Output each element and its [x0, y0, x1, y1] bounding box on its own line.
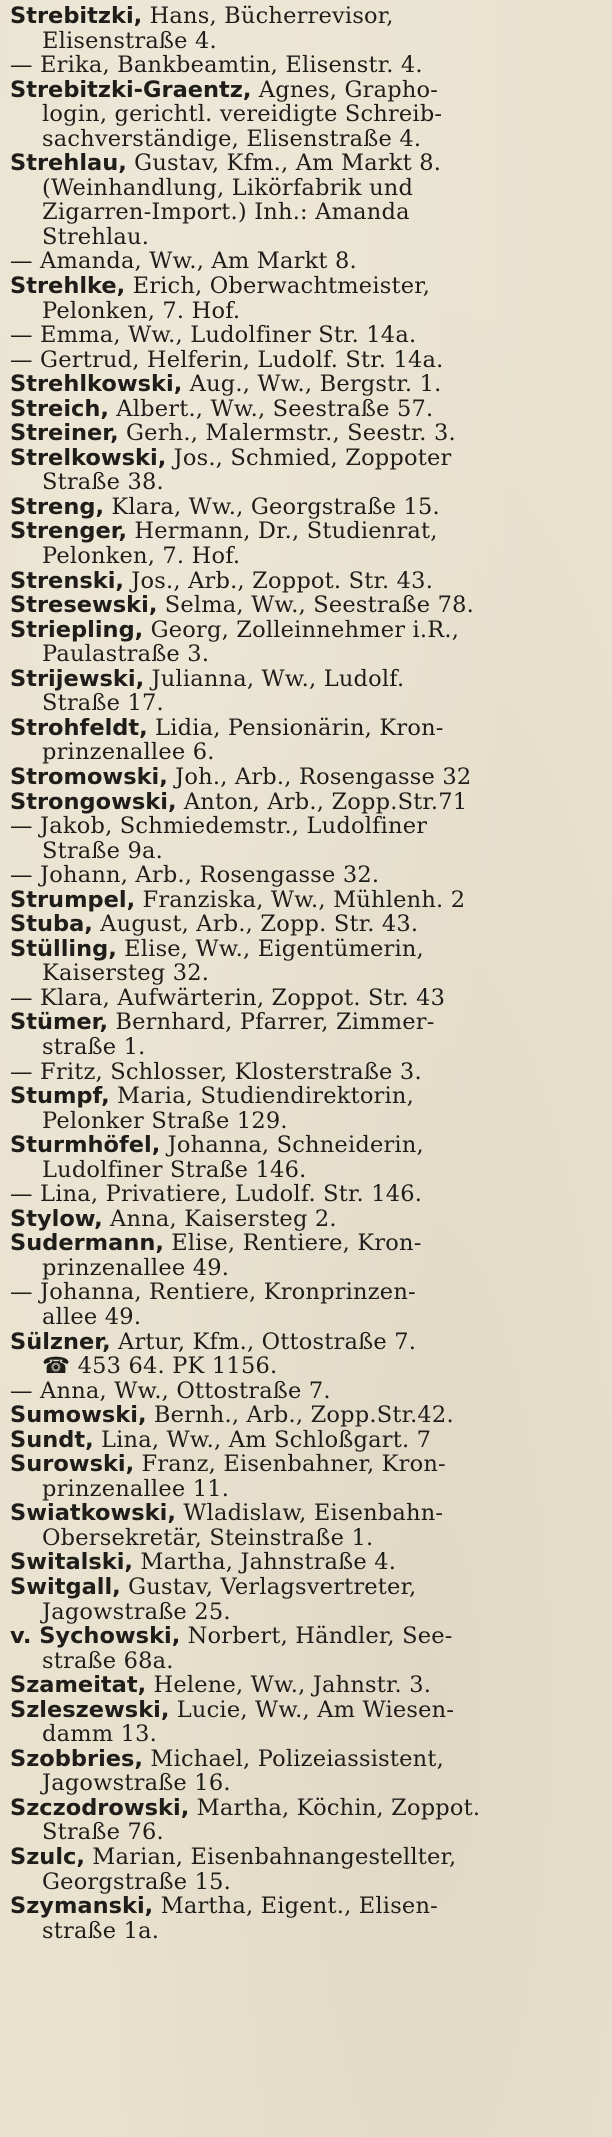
entry-surname: Strebitzki, — [10, 4, 143, 29]
entry-surname: Strelkowski, — [10, 445, 167, 471]
entry-surname: Switgall, — [10, 1575, 121, 1600]
directory-entry — [10, 1550, 600, 1575]
entry-text: Ludolfiner Straße 146. — [42, 1157, 307, 1183]
entry-surname: Striepling, — [10, 617, 144, 643]
entry-text: straße 1a. — [42, 1918, 160, 1944]
entry-continuation-line — [10, 1820, 600, 1845]
entry-continuation-line — [10, 127, 600, 152]
entry-continuation-line — [10, 1035, 600, 1060]
entry-text: prinzenallee 6. — [42, 740, 215, 765]
entry-text: Anna, Kaisersteg 2. — [102, 1206, 337, 1232]
directory-entry — [10, 790, 600, 815]
entry-first-line — [10, 1747, 600, 1772]
entry-first-line — [10, 1207, 600, 1232]
entry-text: (Weinhandlung, Likörfabrik und — [42, 175, 414, 201]
entry-first-line — [10, 1894, 600, 1919]
entry-continuation-line — [10, 740, 600, 765]
entry-first-line — [10, 348, 600, 373]
entry-first-line — [10, 1624, 600, 1649]
entry-text: Obersekretär, Steinstraße 1. — [42, 1525, 374, 1551]
entry-text: Anton, Arb., Zopp.Str.71 — [176, 789, 468, 815]
directory-entry — [10, 519, 600, 568]
entry-surname: Switalski, — [10, 1550, 133, 1575]
entry-first-line — [10, 765, 600, 790]
entry-text: damm 13. — [42, 1722, 158, 1747]
directory-entry — [10, 1060, 600, 1085]
directory-entry — [10, 274, 600, 323]
entry-first-line — [10, 1501, 600, 1526]
entry-continuation-line — [10, 1919, 600, 1944]
entry-first-line — [10, 1550, 600, 1575]
entry-surname: Strehlkowski, — [10, 372, 183, 397]
entry-surname: Strenski, — [10, 568, 124, 594]
entry-text: Artur, Kfm., Ottostraße 7. — [110, 1329, 417, 1355]
entry-text: Zigarren-Import.) Inh.: Amanda — [42, 200, 410, 225]
entry-continuation-line — [10, 1870, 600, 1895]
entry-text: Michael, Polizeiassistent, — [142, 1746, 444, 1772]
entry-text: Pelonken, 7. Hof. — [42, 298, 241, 324]
entry-text: Jagowstraße 16. — [42, 1771, 231, 1796]
entry-text: Maria, Studiendirektorin, — [109, 1084, 414, 1109]
directory-entry — [10, 78, 600, 152]
entry-text: — Gertrud, Helferin, Ludolf. Str. 14a. — [10, 347, 444, 373]
entry-text: — Jakob, Schmiedemstr., Ludolfiner — [10, 814, 428, 839]
entry-text: Wladislaw, Eisenbahn- — [175, 1501, 444, 1526]
entry-surname: Strenger, — [10, 519, 128, 545]
entry-first-line — [10, 446, 600, 471]
entry-surname: Surowski, — [10, 1452, 135, 1477]
directory-entry — [10, 1084, 600, 1133]
directory-entry — [10, 1010, 600, 1059]
entry-surname: Stylow, — [10, 1206, 103, 1232]
entry-first-line — [10, 790, 600, 815]
directory-entry — [10, 863, 600, 888]
directory-entry — [10, 1133, 600, 1182]
entry-first-line — [10, 1796, 600, 1821]
entry-first-line — [10, 1403, 600, 1428]
directory-entry — [10, 495, 600, 520]
entry-surname: Stülling, — [10, 936, 117, 962]
entry-first-line — [10, 593, 600, 618]
entry-text: Elise, Ww., Eigentümerin, — [116, 936, 424, 962]
entry-first-line — [10, 4, 600, 29]
entry-text: — Fritz, Schlosser, Klosterstraße 3. — [10, 1059, 422, 1085]
entry-surname: v. Sychowski, — [10, 1624, 181, 1649]
entry-text: Helene, Ww., Jahnstr. 3. — [146, 1673, 432, 1698]
directory-entry — [10, 986, 600, 1011]
entry-first-line — [10, 1379, 600, 1404]
directory-entry — [10, 1894, 600, 1943]
entry-continuation-line — [10, 1305, 600, 1330]
entry-continuation-line — [10, 1354, 600, 1379]
entry-text: Marian, Eisenbahnangestellter, — [84, 1845, 457, 1870]
directory-entry — [10, 348, 600, 373]
entry-text: Straße 76. — [42, 1820, 164, 1846]
directory-entry — [10, 1501, 600, 1550]
entry-text: Martha, Eigent., Elisen- — [153, 1894, 438, 1919]
entry-first-line — [10, 814, 600, 839]
entry-first-line — [10, 323, 600, 348]
entry-continuation-line — [10, 1722, 600, 1747]
entry-surname: Streng, — [10, 494, 104, 520]
entry-continuation-line — [10, 176, 600, 201]
entry-first-line — [10, 1698, 600, 1723]
entry-surname: Szczodrowski, — [10, 1795, 190, 1821]
entry-first-line — [10, 274, 600, 299]
entry-first-line — [10, 1428, 600, 1453]
directory-entry — [10, 1796, 600, 1845]
entry-text: Franziska, Ww., Mühlenh. 2 — [135, 887, 466, 913]
entry-text: Strehlau. — [42, 224, 150, 250]
entry-surname: Stresewski, — [10, 593, 158, 618]
entry-first-line — [10, 912, 600, 937]
entry-text: Gustav, Verlagsvertreter, — [120, 1575, 417, 1600]
directory-entry — [10, 397, 600, 422]
entry-surname: Stromowski, — [10, 764, 168, 790]
directory-entry — [10, 249, 600, 274]
entry-first-line — [10, 1280, 600, 1305]
entry-continuation-line — [10, 1526, 600, 1551]
entry-text: Elisenstraße 4. — [42, 28, 217, 54]
directory-entry — [10, 814, 600, 863]
entry-first-line — [10, 1010, 600, 1035]
directory-entry — [10, 888, 600, 913]
entry-surname: Strumpel, — [10, 887, 136, 913]
directory-entry — [10, 1673, 600, 1698]
directory-entry — [10, 421, 600, 446]
directory-entry — [10, 151, 600, 249]
directory-entry — [10, 1452, 600, 1501]
entry-first-line — [10, 495, 600, 520]
entry-text: Lidia, Pensionärin, Kron- — [147, 715, 444, 741]
entry-text: Paulastraße 3. — [42, 642, 210, 667]
entry-first-line — [10, 397, 600, 422]
entry-text: login, gerichtl. vereidigte Schreib- — [42, 102, 443, 127]
entry-surname: Streich, — [10, 396, 109, 422]
entry-continuation-line — [10, 102, 600, 127]
entry-text: Bernhard, Pfarrer, Zimmer- — [108, 1010, 435, 1035]
entry-text: Elise, Rentiere, Kron- — [163, 1231, 422, 1256]
directory-entry — [10, 912, 600, 937]
entry-text: prinzenallee 49. — [42, 1255, 230, 1281]
entry-first-line — [10, 1845, 600, 1870]
entry-text: Jos., Schmied, Zoppoter — [166, 445, 452, 471]
entry-text: Hermann, Dr., Studienrat, — [127, 519, 438, 545]
entry-text: Klara, Ww., Georgstraße 15. — [104, 494, 440, 520]
entry-text: Gustav, Kfm., Am Markt 8. — [126, 151, 442, 176]
entry-first-line — [10, 151, 600, 176]
entry-text: Agnes, Grapho- — [251, 77, 439, 103]
entry-surname: Swiatkowski, — [10, 1501, 176, 1526]
entry-surname: Szameitat, — [10, 1673, 147, 1698]
entry-text: sachverständige, Elisenstraße 4. — [42, 126, 422, 152]
entry-first-line — [10, 53, 600, 78]
directory-entry — [10, 1575, 600, 1624]
entry-text: Straße 9a. — [42, 838, 164, 864]
entry-surname: Sumowski, — [10, 1403, 147, 1428]
directory-entry — [10, 1207, 600, 1232]
entry-continuation-line — [10, 961, 600, 986]
entry-first-line — [10, 1133, 600, 1158]
entry-text: Albert., Ww., Seestraße 57. — [108, 396, 434, 422]
entry-continuation-line — [10, 225, 600, 250]
entry-text: — Klara, Aufwärterin, Zoppot. Str. 43 — [10, 985, 446, 1011]
directory-entry — [10, 716, 600, 765]
entry-text: Julianna, Ww., Ludolf. — [144, 666, 405, 692]
entry-first-line — [10, 1330, 600, 1355]
entry-text: Straße 17. — [42, 691, 164, 716]
entry-continuation-line — [10, 1109, 600, 1134]
entry-surname: Sundt, — [10, 1427, 94, 1453]
entry-first-line — [10, 986, 600, 1011]
entry-first-line — [10, 667, 600, 692]
entry-continuation-line — [10, 1477, 600, 1502]
entry-surname: Sudermann, — [10, 1231, 164, 1256]
entry-surname: Strongowski, — [10, 789, 177, 815]
entry-first-line — [10, 1084, 600, 1109]
directory-entry — [10, 446, 600, 495]
entry-text: straße 1. — [42, 1034, 146, 1060]
entry-surname: Streiner, — [10, 421, 119, 446]
directory-entry — [10, 765, 600, 790]
entry-continuation-line — [10, 1256, 600, 1281]
entry-first-line — [10, 78, 600, 103]
entry-continuation-line — [10, 544, 600, 569]
entry-text: August, Arb., Zopp. Str. 43. — [92, 912, 419, 937]
directory-entry — [10, 1845, 600, 1894]
directory-entry — [10, 1698, 600, 1747]
entry-surname: Szymanski, — [10, 1894, 154, 1919]
entry-first-line — [10, 1060, 600, 1085]
entry-surname: Strijewski, — [10, 666, 145, 692]
entry-text: straße 68a. — [42, 1648, 174, 1674]
entry-text: Kaisersteg 32. — [42, 961, 210, 986]
entry-first-line — [10, 421, 600, 446]
directory-entry — [10, 4, 600, 53]
entry-continuation-line — [10, 299, 600, 324]
directory-entry — [10, 569, 600, 594]
entry-surname: Stuba, — [10, 912, 93, 937]
entry-continuation-line — [10, 29, 600, 54]
entry-text: Johanna, Schneiderin, — [160, 1133, 424, 1158]
entry-text: prinzenallee 11. — [42, 1476, 230, 1502]
directory-entry — [10, 372, 600, 397]
entry-text: Joh., Arb., Rosengasse 32 — [167, 764, 472, 790]
entry-first-line — [10, 1575, 600, 1600]
entry-continuation-line — [10, 1649, 600, 1674]
entry-text: Martha, Jahnstraße 4. — [132, 1550, 397, 1575]
entry-text: Norbert, Händler, See- — [180, 1624, 453, 1649]
entry-first-line — [10, 716, 600, 741]
entry-first-line — [10, 372, 600, 397]
entry-surname: Szulc, — [10, 1845, 85, 1870]
entry-continuation-line — [10, 691, 600, 716]
entry-text: ☎ 453 64. PK 1156. — [42, 1354, 278, 1379]
directory-entry — [10, 1428, 600, 1453]
directory-entry — [10, 667, 600, 716]
entry-text: — Amanda, Ww., Am Markt 8. — [10, 249, 357, 275]
entry-first-line — [10, 1452, 600, 1477]
entry-continuation-line — [10, 642, 600, 667]
entry-text: Jos., Arb., Zoppot. Str. 43. — [123, 568, 434, 594]
directory-entry — [10, 53, 600, 78]
entry-surname: Szobbries, — [10, 1746, 143, 1772]
entry-continuation-line — [10, 1158, 600, 1183]
entry-surname: Sturmhöfel, — [10, 1133, 161, 1158]
entry-surname: Strehlau, — [10, 151, 127, 176]
entry-text: — Johann, Arb., Rosengasse 32. — [10, 863, 380, 888]
directory-entry — [10, 1280, 600, 1329]
directory-entry — [10, 323, 600, 348]
entry-text: allee 49. — [42, 1304, 142, 1330]
entry-text: Straße 38. — [42, 470, 164, 495]
entry-text: Pelonken, 7. Hof. — [42, 544, 241, 569]
entry-text: Gerh., Malermstr., Seestr. 3. — [118, 421, 456, 446]
entry-text: Bernh., Arb., Zopp.Str.42. — [146, 1403, 454, 1428]
directory-entry — [10, 618, 600, 667]
directory-entry — [10, 1379, 600, 1404]
entry-surname: Stümer, — [10, 1010, 109, 1035]
directory-entry — [10, 593, 600, 618]
entry-first-line — [10, 249, 600, 274]
directory-entry — [10, 1182, 600, 1207]
entry-first-line — [10, 937, 600, 962]
entry-continuation-line — [10, 839, 600, 864]
entry-first-line — [10, 519, 600, 544]
entry-first-line — [10, 569, 600, 594]
entry-continuation-line — [10, 1600, 600, 1625]
entry-text: Franz, Eisenbahner, Kron- — [134, 1452, 446, 1477]
entry-text: Georgstraße 15. — [42, 1869, 232, 1895]
entry-first-line — [10, 888, 600, 913]
entry-continuation-line — [10, 470, 600, 495]
entry-text: Lucie, Ww., Am Wiesen- — [169, 1697, 455, 1723]
directory-entry — [10, 1624, 600, 1673]
entry-text: Erich, Oberwachtmeister, — [125, 274, 431, 299]
entry-text: — Emma, Ww., Ludolfiner Str. 14a. — [10, 323, 417, 348]
entry-surname: Stumpf, — [10, 1084, 110, 1109]
directory-entry — [10, 1403, 600, 1428]
entry-text: — Lina, Privatiere, Ludolf. Str. 146. — [10, 1182, 423, 1207]
entry-surname: Strehlke, — [10, 274, 126, 299]
directory-entry — [10, 1231, 600, 1280]
entry-first-line — [10, 863, 600, 888]
directory-entry — [10, 1330, 600, 1379]
entry-text: Jagowstraße 25. — [42, 1599, 231, 1625]
entry-text: Martha, Köchin, Zoppot. — [189, 1795, 481, 1821]
entry-text: Selma, Ww., Seestraße 78. — [157, 593, 474, 618]
entry-text: — Erika, Bankbeamtin, Elisenstr. 4. — [10, 53, 423, 78]
entry-continuation-line — [10, 1771, 600, 1796]
entry-surname: Sülzner, — [10, 1329, 111, 1355]
entry-first-line — [10, 1673, 600, 1698]
entry-first-line — [10, 1231, 600, 1256]
entry-text: Aug., Ww., Bergstr. 1. — [182, 372, 442, 397]
entry-text: Pelonker Straße 129. — [42, 1108, 288, 1134]
directory-entry — [10, 937, 600, 986]
entry-surname: Strohfeldt, — [10, 715, 148, 741]
entry-text: — Johanna, Rentiere, Kronprinzen- — [10, 1280, 416, 1305]
entry-first-line — [10, 618, 600, 643]
entry-continuation-line — [10, 200, 600, 225]
directory-entry — [10, 1747, 600, 1796]
entry-text: Lina, Ww., Am Schloßgart. 7 — [93, 1427, 432, 1453]
entry-text: — Anna, Ww., Ottostraße 7. — [10, 1378, 331, 1404]
entry-surname: Szleszewski, — [10, 1697, 170, 1723]
entry-surname: Strebitzki-Graentz, — [10, 77, 252, 103]
entry-text: Hans, Bücherrevisor, — [142, 4, 394, 29]
entry-first-line — [10, 1182, 600, 1207]
entry-text: Georg, Zolleinnehmer i.R., — [143, 617, 460, 643]
